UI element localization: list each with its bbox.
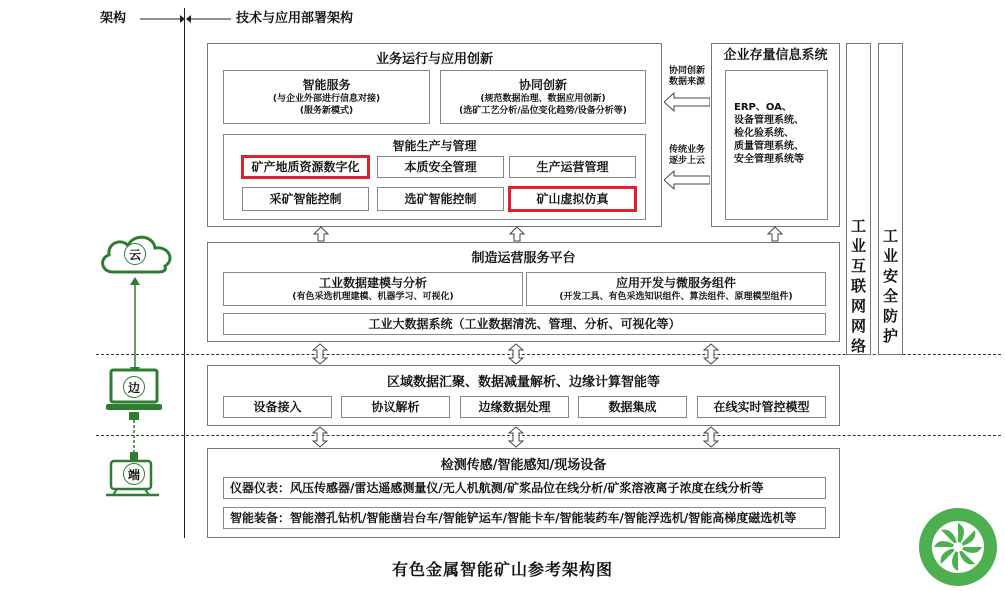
smart-service-box [223, 70, 430, 124]
enterprise-item: 设备管理系统、 [734, 115, 804, 126]
sensing-section [207, 448, 840, 538]
platform-section [207, 242, 840, 342]
edge-device-link-icon [126, 412, 142, 460]
edge-label: 边 [123, 376, 145, 398]
appdev-sub: (开发工具、有色采选知识组件、算法组件、原理模型组件) [559, 291, 793, 302]
double-arrow-icon [312, 426, 328, 448]
internet-char: 业 [850, 237, 866, 255]
collab-line1: (规范数据治理、数据应用创新) [480, 93, 606, 104]
arrow-left-to-cloud [664, 170, 710, 190]
smart-production-box [223, 134, 646, 220]
bigdata-box: 工业大数据系统（工业数据清洗、管理、分析、可视化等） [223, 313, 826, 335]
modeling-title: 工业数据建模与分析 [318, 275, 427, 290]
diagram-caption: 有色金属智能矿山参考架构图 [391, 560, 613, 579]
internet-char: 工 [850, 217, 866, 235]
production-cell-mining: 采矿智能控制 [242, 187, 369, 211]
industrial-internet-label [846, 216, 871, 356]
smart-service-title: 智能服务 [302, 77, 351, 92]
vertical-separator [184, 8, 185, 538]
security-char: 安 [882, 267, 898, 285]
collab-line2: (选矿工艺分析/品位变化趋势/设备分析等) [459, 105, 627, 116]
enterprise-title: 企业存量信息系统 [723, 48, 828, 63]
internet-char: 互 [850, 257, 866, 275]
header-left-arrow [140, 12, 185, 26]
enterprise-item: 质量管理系统、 [734, 141, 804, 152]
production-cell-simulation: 矿山虚拟仿真 [508, 186, 637, 212]
double-arrow-icon [508, 426, 524, 448]
modeling-box [223, 272, 523, 306]
edge-cell-device-access: 设备接入 [223, 396, 332, 418]
enterprise-item: 检化验系统、 [734, 128, 794, 139]
industrial-security-label [878, 226, 903, 346]
business-title: 业务运行与应用创新 [375, 52, 493, 67]
double-arrow-icon [703, 426, 719, 448]
modeling-sub: (有色采选机理建模、机器学习、可视化) [292, 291, 454, 302]
internet-char: 联 [850, 277, 866, 295]
enterprise-list [725, 70, 828, 220]
double-arrow-icon [312, 343, 328, 365]
edge-cell-protocol: 协议解析 [341, 396, 450, 418]
up-arrow-icon [767, 226, 783, 242]
internet-char: 络 [850, 337, 866, 355]
security-char: 全 [882, 287, 898, 305]
business-section [207, 43, 662, 227]
arrow-left-to-business [664, 92, 710, 112]
enterprise-section [711, 43, 840, 227]
collab-source-line1: 协同创新 [668, 66, 705, 76]
production-cell-dressing: 选矿智能控制 [377, 187, 504, 211]
header-right-arrow [186, 12, 231, 26]
double-arrow-icon [703, 343, 719, 365]
to-cloud-line2: 逐步上云 [668, 156, 705, 166]
internet-char: 网 [850, 317, 866, 335]
production-title: 智能生产与管理 [392, 139, 477, 153]
cloud-edge-link-icon [128, 277, 142, 375]
security-char: 工 [882, 227, 898, 245]
cloud-label: 云 [124, 243, 146, 265]
internet-char: 网 [850, 297, 866, 315]
appdev-box [526, 272, 826, 306]
collab-source-label [664, 66, 710, 88]
to-cloud-line1: 传统业务 [668, 145, 705, 155]
smart-service-line2: (服务新模式) [299, 105, 354, 116]
edge-layer-section [207, 365, 840, 426]
security-char: 防 [882, 307, 898, 325]
device-label: 端 [123, 463, 145, 485]
header-left-label: 架构 [100, 11, 127, 26]
instruments-row: 仪器仪表：风压传感器/雷达遥感测量仪/无人机航测/矿浆品位在线分析/矿浆溶液离子浓度在线分析等 [223, 477, 826, 499]
edge-layer-title: 区域数据汇聚、数据减量解析、边缘计算智能等 [386, 375, 660, 390]
institute-logo-icon [918, 507, 998, 587]
collab-title: 协同创新 [518, 77, 567, 92]
sensing-title: 检测传感/智能感知/现场设备 [440, 458, 607, 473]
production-cell-geology: 矿产地质资源数字化 [241, 155, 370, 179]
collab-innovation-box [440, 70, 646, 124]
enterprise-item: ERP、OA、 [734, 102, 792, 113]
security-char: 业 [882, 247, 898, 265]
collab-source-line2: 数据来源 [668, 77, 705, 87]
header-right-label: 技术与应用部署架构 [236, 11, 354, 26]
appdev-title: 应用开发与微服务组件 [615, 275, 736, 290]
edge-cell-realtime-model: 在线实时管控模型 [697, 396, 826, 418]
equipment-row: 智能装备：智能潜孔钻机/智能凿岩台车/智能铲运车/智能卡车/智能装药车/智能浮选机/智能高梯度磁选机等 [223, 507, 826, 529]
up-arrow-icon [509, 226, 525, 242]
production-cell-operation: 生产运营管理 [509, 156, 636, 178]
production-cell-safety: 本质安全管理 [377, 156, 504, 178]
up-arrow-icon [313, 226, 329, 242]
enterprise-item: 安全管理系统等 [734, 154, 804, 165]
smart-service-line1: (与企业外部进行信息对接) [272, 93, 381, 104]
double-arrow-icon [508, 343, 524, 365]
dashed-separator-edge-device [96, 435, 1001, 436]
edge-cell-integration: 数据集成 [578, 396, 687, 418]
to-cloud-label [664, 145, 710, 167]
security-char: 护 [882, 327, 898, 345]
platform-title: 制造运营服务平台 [471, 251, 576, 266]
edge-cell-processing: 边缘数据处理 [460, 396, 569, 418]
